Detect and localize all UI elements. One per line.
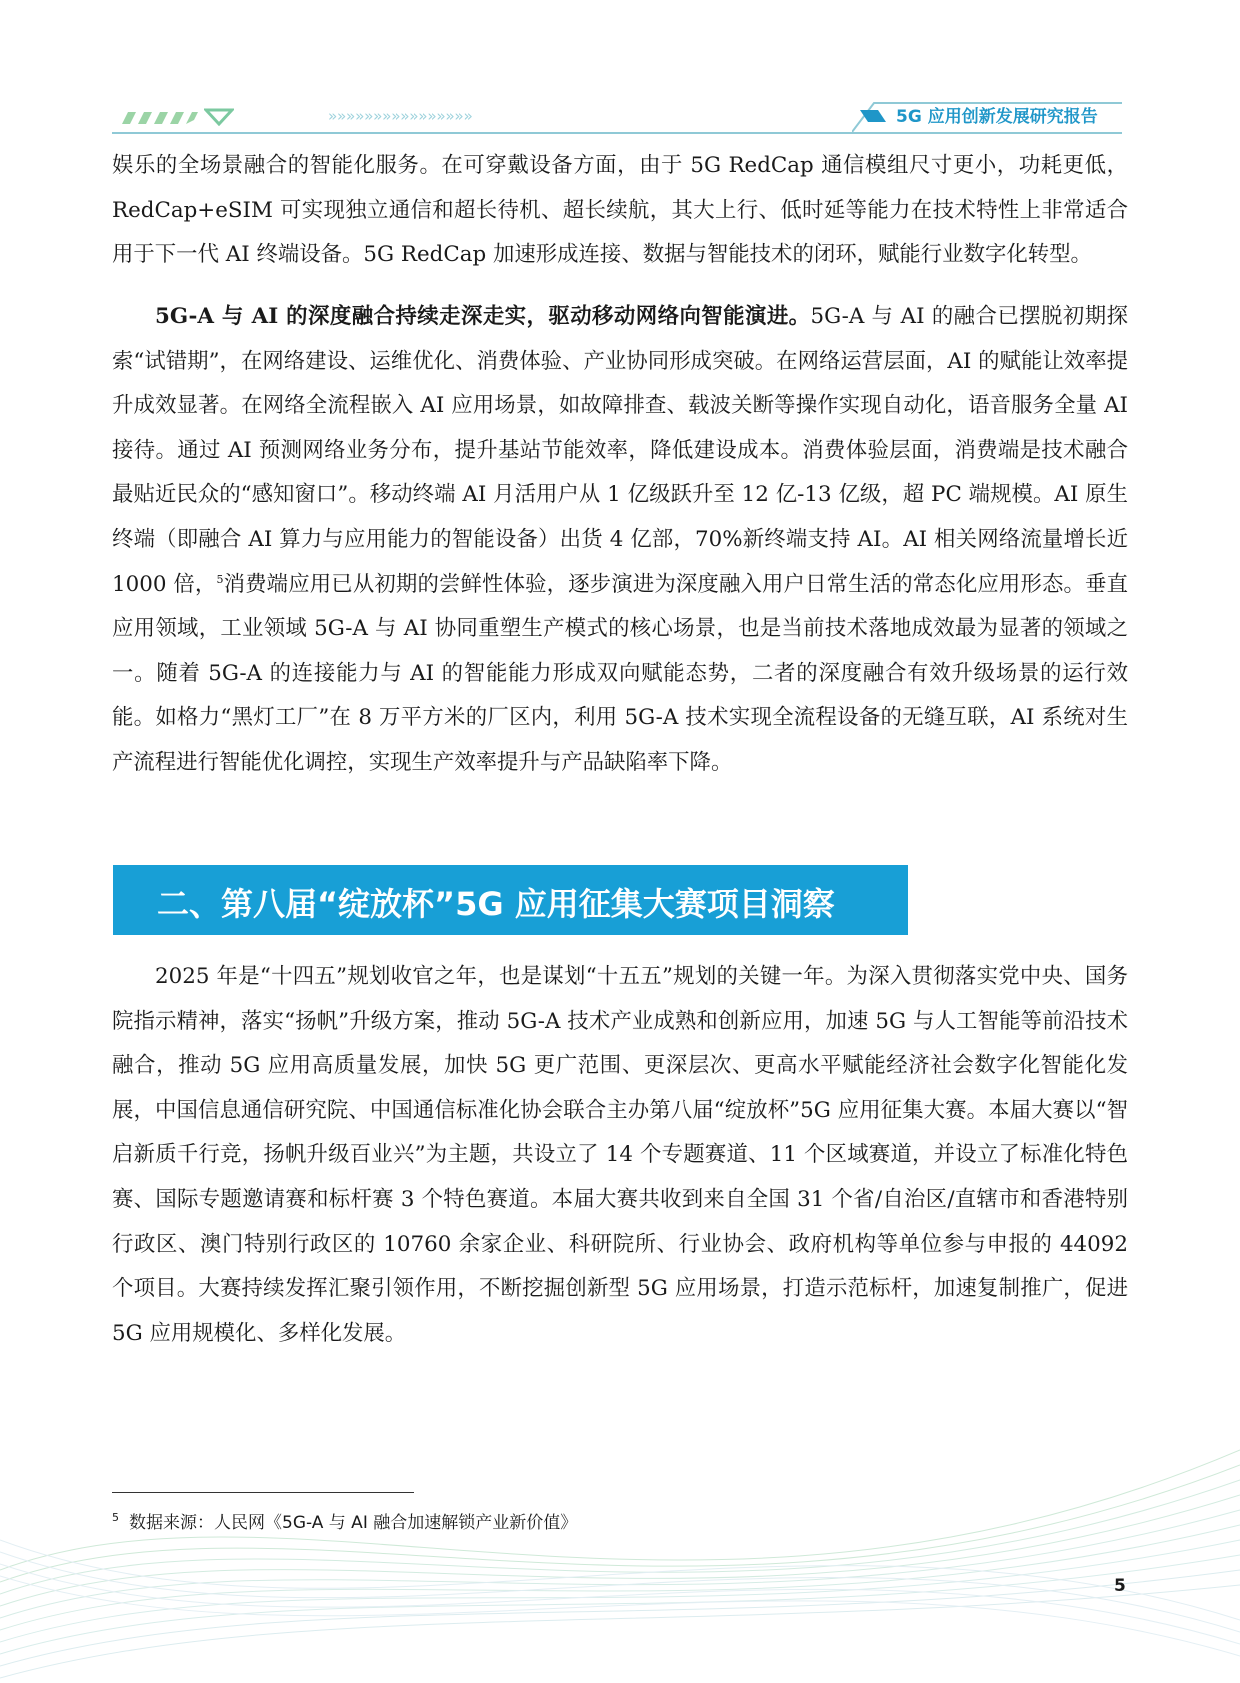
wave-lines-decoration	[0, 1420, 1240, 1683]
footnote-mark: 5	[112, 1511, 119, 1525]
report-title: 5G 应用创新发展研究报告	[896, 107, 1098, 127]
slash-stripes-icon	[118, 110, 198, 124]
page-number: 5	[1114, 1576, 1126, 1596]
footnote-text: 数据来源：人民网《5G-A 与 AI 融合加速解锁产业新价值》	[129, 1513, 578, 1533]
page-header	[0, 0, 1240, 140]
header-rule	[112, 132, 1122, 134]
title-arrow-icon	[860, 108, 886, 124]
paragraph-body-2: 消费端应用已从初期的尝鲜性体验，逐步演进为深度融入用户日常生活的常态化应用形态。垂直应用领域，工业领域 5G-A 与 AI 协同重塑生产模式的核心场景，也是当前技术落地成效最为显著的领域之一。随着 5G-A 的连接能力与 AI 的智能能力形成双向赋能态势，二者的深度融合有效升级场景的运行效能。如格力“黑灯工厂”在 8 万平方米的厂区内，利用 5G-A 技术实现全流程设备的无缝互联，AI 系统对生产流程进行智能优化调控，实现生产效率提升与产品缺陷率下降。	[112, 571, 1128, 775]
paragraph-5ga-ai	[112, 295, 1128, 786]
triangle-down-icon	[204, 108, 234, 126]
section-heading-text: 二、第八届“绽放杯”5G 应用征集大赛项目洞察	[157, 885, 835, 923]
paragraph-contest: 2025 年是“十四五”规划收官之年，也是谋划“十五五”规划的关键一年。为深入贯彻落实党中央、国务院指示精神，落实“扬帆”升级方案，推动 5G-A 技术产业成熟和创新应用，加速 5G 与人工智能等前沿技术融合，推动 5G 应用高质量发展，加快 5G 更广范围、更深层次、更高水平赋能经济社会数字化智能化发展，中国信息通信研究院、中国通信标准化协会联合主办第八届“绽放杯”5G 应用征集大赛。本届大赛以“智启新质千行竞，扬帆升级百业兴”为主题，共设立了 14 个专题赛道、11 个区域赛道，并设立了标准化特色赛、国际专题邀请赛和标杆赛 3 个特色赛道。本届大赛共收到来自全国 31 个省/自治区/直辖市和香港特别行政区、澳门特别行政区的 10760 余家企业、科研院所、行业协会、政府机构等单位参与申报的 44092 个项目。大赛持续发挥汇聚引领作用，不断挖掘创新型 5G 应用场景，打造示范标杆，加速复制推广，促进 5G 应用规模化、多样化发展。	[112, 964, 1128, 1346]
paragraph-redcap: 娱乐的全场景融合的智能化服务。在可穿戴设备方面，由于 5G RedCap 通信模组尺寸更小，功耗更低，RedCap+eSIM 可实现独立通信和超长待机、超长续航，其大上行、低时延等能力在技术特性上非常适合用于下一代 AI 终端设备。5G RedCap 加速形成连接、数据与智能技术的闭环，赋能行业数字化转型。	[112, 153, 1128, 268]
chevrons-decoration: »»»»»»»»»»»»»»»»	[328, 107, 473, 125]
paragraph-body-1: 5G-A 与 AI 的融合已摆脱初期探索“试错期”，在网络建设、运维优化、消费体验、产业协同形成突破。在网络运营层面，AI 的赋能让效率提升成效显著。在网络全流程嵌入 AI 应用场景，如故障排查、载波关断等操作实现自动化，语音服务全量 AI 接待。通过 AI 预测网络业务分布，提升基站节能效率，降低建设成本。消费体验层面，消费端是技术融合最贴近民众的“感知窗口”。移动终端 AI 月活用户从 1 亿级跃升至 12 亿-13 亿级，超 PC 端规模。AI 原生终端（即融合 AI 算力与应用能力的智能设备）出货 4 亿部，70%新终端支持 AI。AI 相关网络流量增长近 1000 倍，	[112, 304, 1128, 597]
footnote-reference[interactable]: 5	[216, 572, 224, 586]
section-heading	[113, 865, 908, 935]
paragraph-lead-bold: 5G-A 与 AI 的深度融合持续走深走实，驱动移动网络向智能演进。	[155, 304, 811, 329]
